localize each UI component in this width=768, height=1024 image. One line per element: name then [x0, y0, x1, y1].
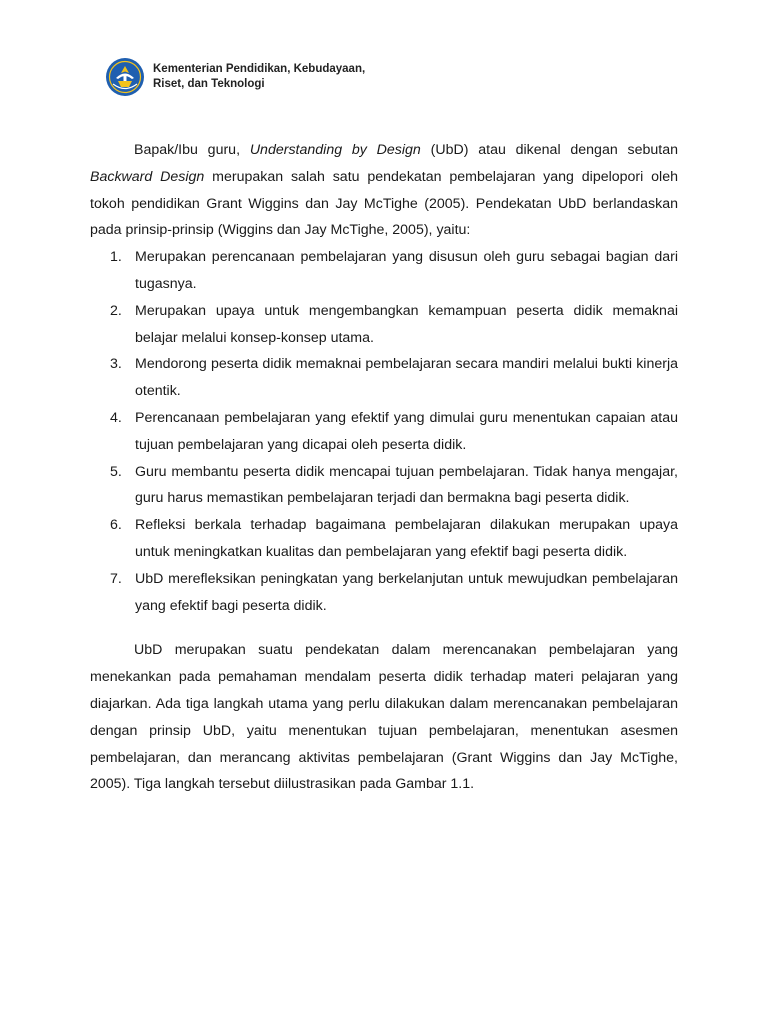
intro-text-2: (UbD) atau dikenal dengan sebutan — [420, 142, 678, 158]
list-item-text: Merupakan upaya untuk mengembangkan kemampuan peserta didik memaknai belajar melalui konsep-konsep utama. — [135, 302, 678, 346]
list-item — [90, 566, 678, 620]
list-item-number: 7. — [110, 570, 122, 587]
list-item-text: Guru membantu peserta didik mencapai tujuan pembelajaran. Tidak hanya mengajar, guru harus memastikan pembelajaran terjadi dan bermakna bagi peserta didik. — [135, 463, 678, 507]
list-item-text: Merupakan perencanaan pembelajaran yang disusun oleh guru sebagai bagian dari tugasnya. — [135, 249, 678, 292]
list-item — [90, 244, 678, 298]
list-item-text: UbD merefleksikan peningkatan yang berkelanjutan untuk mewujudkan pembelajaran yang efektif bagi peserta didik. — [135, 570, 678, 614]
list-item-number: 5. — [110, 463, 122, 480]
list-item-number: 4. — [110, 409, 122, 426]
list-item-number: 2. — [110, 302, 122, 319]
intro-paragraph — [90, 137, 678, 244]
list-item — [90, 351, 678, 405]
list-item-number: 3. — [110, 356, 122, 373]
intro-term-ubd: Understanding by Design — [249, 142, 421, 158]
intro-term-backward-design: Backward Design — [90, 168, 205, 185]
document-body — [90, 137, 678, 798]
principles-list — [90, 244, 678, 619]
list-item — [90, 459, 678, 513]
page-header — [105, 57, 365, 97]
list-item-text: Mendorong peserta didik memaknai pembelajaran secara mandiri melalui bukti kinerja otentik. — [135, 356, 678, 400]
ministry-name-line2: Riset, dan Teknologi — [153, 78, 265, 90]
ministry-name-line1: Kementerian Pendidikan, Kebudayaan, — [153, 63, 366, 75]
list-item-text: Perencanaan pembelajaran yang efektif yang dimulai guru menentukan capaian atau tujuan pembelajaran yang dicapai oleh peserta didik. — [135, 409, 678, 453]
list-item — [90, 405, 678, 459]
ministry-name — [153, 62, 365, 92]
second-paragraph: UbD merupakan suatu pendekatan dalam merencanakan pembelajaran yang menekankan pada pemahaman mendalam peserta didik terhadap materi pelajaran yang diajarkan. Ada tiga langkah utama yang perlu dilakukan dalam merencanakan pembelajaran dengan prinsip UbD, yaitu menentukan tujuan pembelajaran, menentukan asesmen pembelajaran, dan merancang aktivitas pembelajaran (Grant Wiggins dan Jay McTighe, 2005). Tiga langkah tersebut diilustrasikan pada Gambar 1.1. — [90, 642, 678, 793]
intro-text-3: merupakan salah satu pendekatan pembelajaran yang dipelopori oleh tokoh pendidikan Grant Wiggins dan Jay McTighe (2005). Pendekatan UbD berlandaskan pada prinsip-prinsip (Wiggins dan Jay McTighe, 2005), yaitu: — [90, 168, 678, 239]
intro-text-1: Bapak/Ibu guru, — [134, 142, 250, 158]
list-item-text: Refleksi berkala terhadap bagaimana pembelajaran dilakukan merupakan upaya untuk meningkatkan kualitas dan pembelajaran yang efektif bagi peserta didik. — [135, 517, 678, 560]
list-item-number: 6. — [110, 517, 122, 534]
list-item — [90, 512, 678, 566]
list-item — [90, 298, 678, 352]
tut-wuri-handayani-logo-icon — [105, 57, 145, 97]
list-item-number: 1. — [110, 249, 122, 266]
